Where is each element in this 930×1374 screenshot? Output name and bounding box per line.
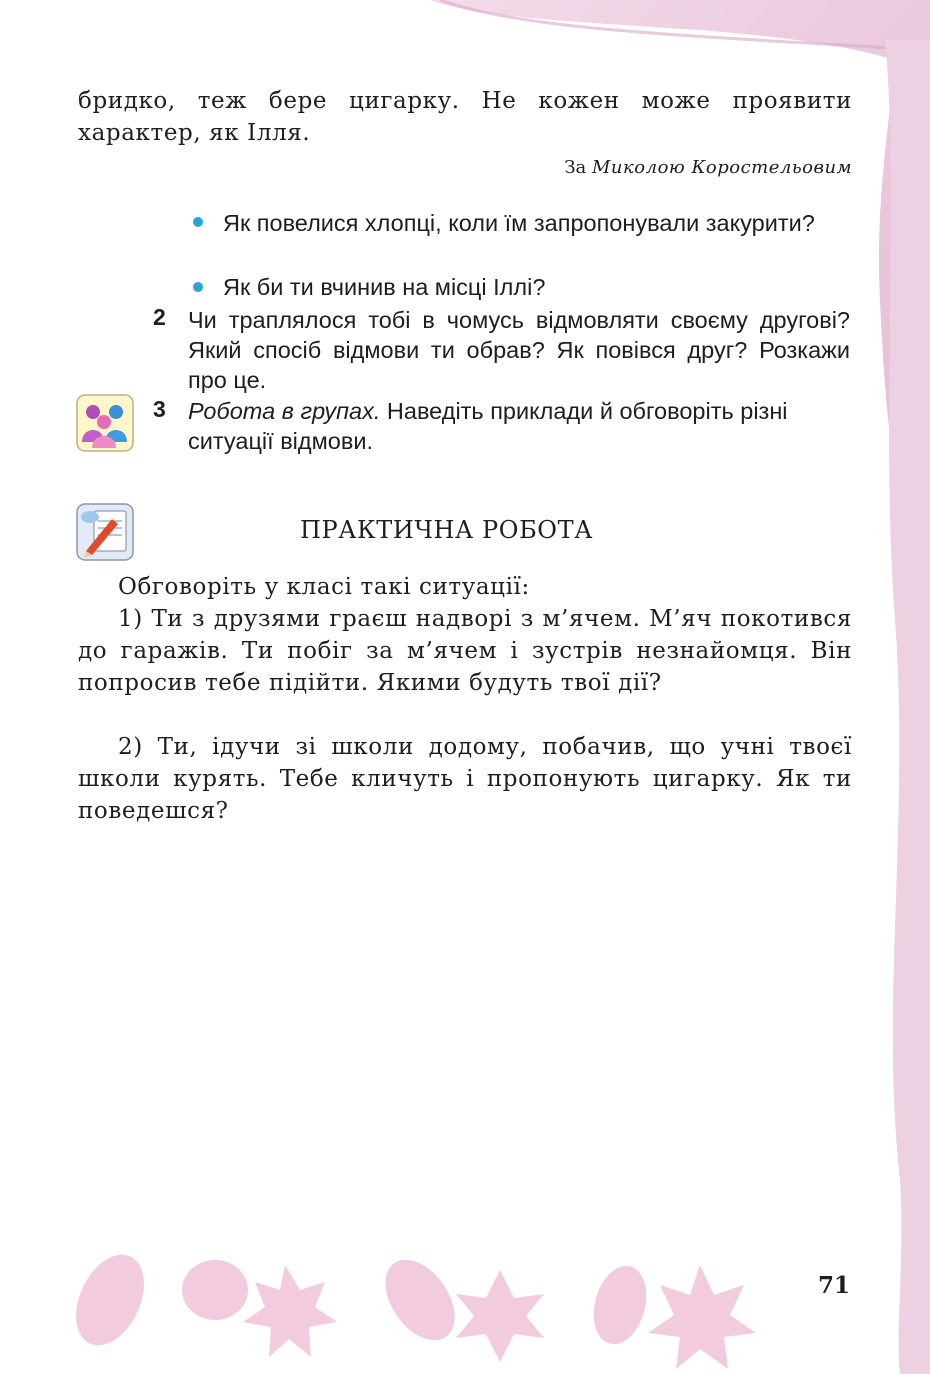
question-3-text [188,396,850,456]
practical-situation-1: 1) Ти з друзями граєш надворі з м’ячем. М’яч покотився до гаражів. Ти побіг за м’ячем і зустрів незнайомця. Він попросив тебе підійти. Якими будуть твої дії? [78,606,852,696]
attribution-prefix: За [564,157,587,178]
question-3-italic: Робота в групах. [188,398,381,424]
bullet-question-2: Як би ти вчинив на місці Іллі? [223,274,546,300]
section-title: ПРАКТИЧНА РОБОТА [300,516,593,544]
question-2-text: Чи траплялося тобі в чомусь відмовляти своєму другові? Який спосіб відмови ти обрав? Як повівся друг? Розкажи про це. [188,307,850,393]
page-number: 71 [818,1272,851,1299]
question-3-number: 3 [153,396,166,422]
group-work-icon [76,394,134,452]
attribution-author: Миколою Коростельовим [592,157,852,178]
bullet-dot [193,282,203,292]
question-3-body: Наведіть приклади й обговоріть різні ситуації відмови. [188,398,788,454]
practical-work-icon [76,503,134,561]
top-paragraph: бридко, теж бере цигарку. Не кожен може проявити характер, як Ілля. [78,88,852,146]
question-2-number: 2 [153,304,166,330]
practical-situation-2: 2) Ти, ідучи зі школи додому, побачив, що учні твоєї школи курять. Тебе кличуть і пропонують цигарку. Як ти поведешся? [78,734,852,824]
attribution [400,157,852,178]
practical-intro: Обговоріть у класі такі ситуації: [118,574,530,600]
bullet-question-1: Як повелися хлопці, коли їм запропонували закурити? [223,210,815,236]
